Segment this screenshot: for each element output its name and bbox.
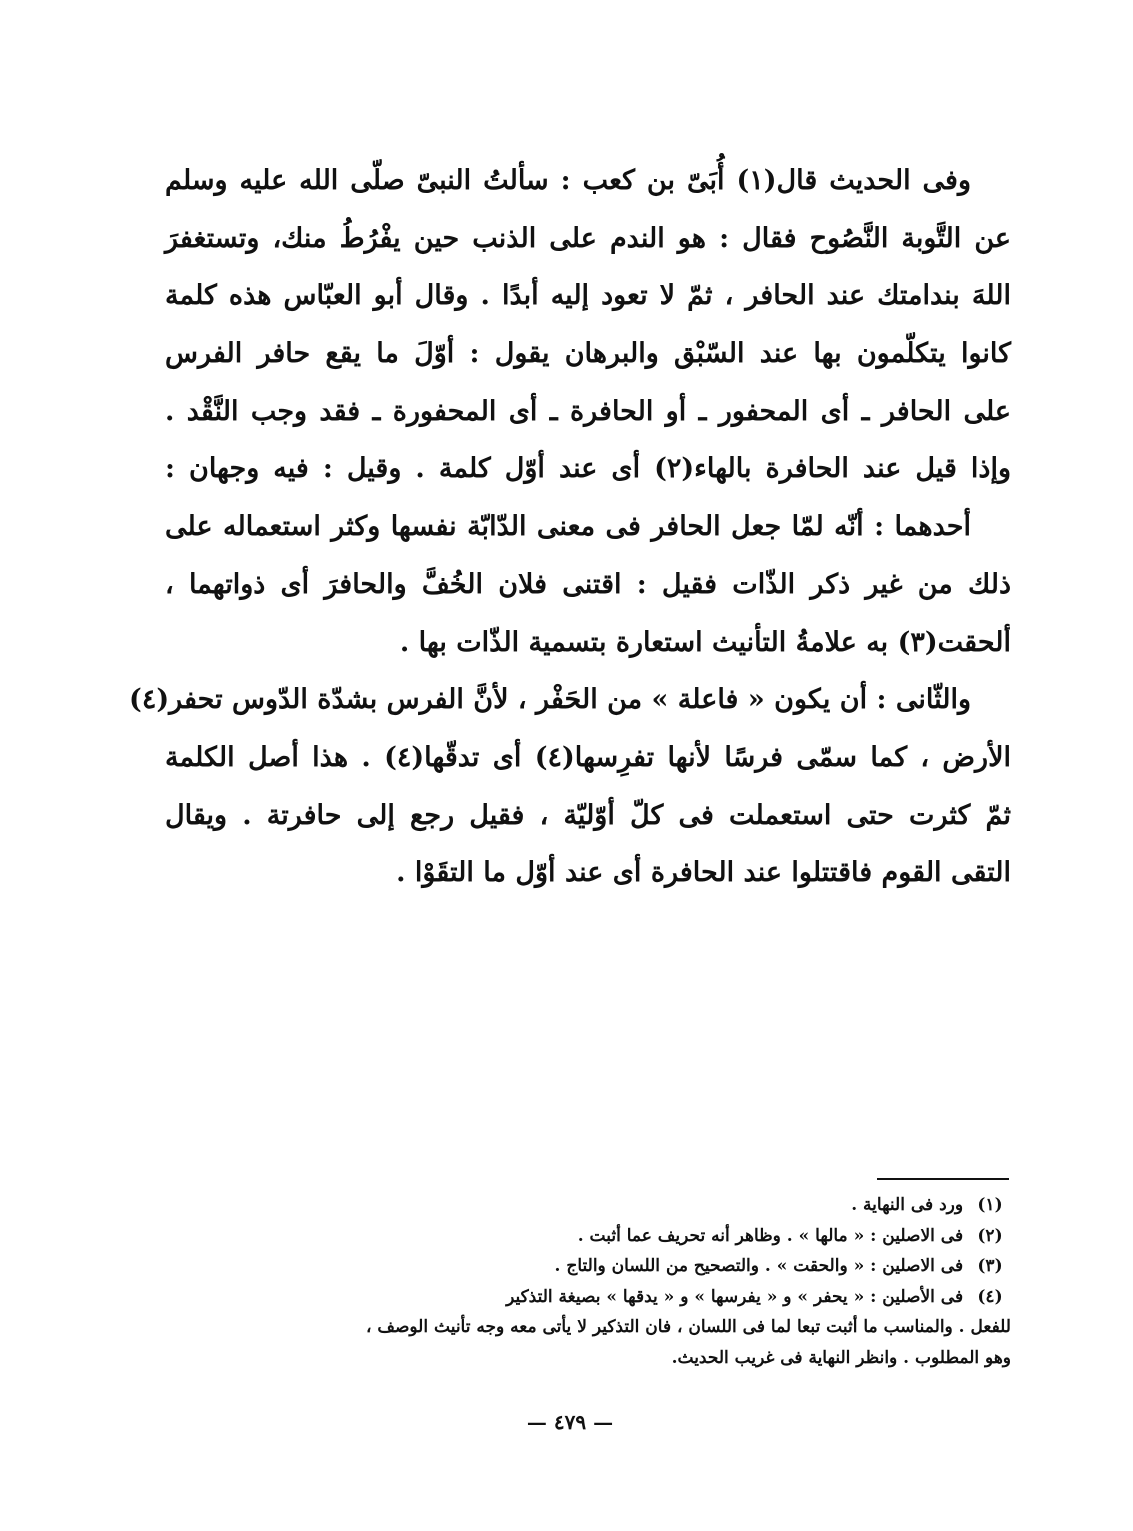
- footnote-number: (١): [977, 1195, 1003, 1215]
- text-line: عن التَّوبة النَّصُوح فقال : هو الندم على الذنب حين يفْرُطُ منك، وتستغفرَ: [165, 222, 1011, 254]
- footnote-3: [165, 1251, 1011, 1282]
- footnote-text: فى الاصلين : « مالها » . وظاهر أنه تحريف عما أثبت .: [577, 1225, 964, 1246]
- footnote-text: للفعل . والمناسب ما أثبت تبعا لما فى اللسان ، فان التذكير لا يأتى معه وجه تأنيث الوصف ،: [365, 1317, 1011, 1337]
- footnote-2: [165, 1221, 1011, 1252]
- text-line: كانوا يتكلّمون بها عند السّبْق والبرهان يقول : أوّلَ ما يقع حافر الفرس: [165, 338, 1011, 370]
- footnote-4-continued: [165, 1343, 1011, 1374]
- footnote-4-continued: [165, 1312, 1011, 1343]
- text-line: اللهَ بندامتك عند الحافر ، ثمّ لا تعود إليه أبدًا . وقال أبو العبّاس هذه كلمة: [165, 280, 1011, 312]
- footnote-text: فى الأصلين : « يحفر » و « يفرسها » و « يدقها » بصيغة التذكير: [506, 1286, 964, 1307]
- text-line: والثّانى : أن يكون « فاعلة » من الحَفْر ، لأنَّ الفرس بشدّة الدّوس تحفر(٤): [129, 684, 971, 716]
- text-line: ألحقت(٣) به علامةُ التأنيث استعارة بتسمية الذّات بها .: [399, 626, 1011, 658]
- footnote-number: (٤): [977, 1286, 1003, 1307]
- footnote-4: [165, 1282, 1011, 1313]
- page-number: — ٤٧٩ —: [526, 1410, 614, 1434]
- footnote-text: فى الاصلين : « والحقت » . والتصحيح من اللسان والتاج .: [554, 1256, 964, 1276]
- text-line: التقى القوم فاقتتلوا عند الحافرة أى عند أوّل ما التقَوْا .: [396, 857, 1011, 889]
- footnote-divider: [877, 1178, 1009, 1180]
- text-line: ذلك من غير ذكر الذّات فقيل : اقتنى فلان الخُفَّ والحافرَ أى ذواتهما ،: [165, 568, 1011, 600]
- main-text: [129, 152, 1011, 902]
- text-line: الأرض ، كما سمّى فرسًا لأنها تفرِسها(٤) أى تدقّها(٤) . هذا أصل الكلمة: [165, 741, 1011, 773]
- text-line: وفى الحديث قال(١) أُبَىّ بن كعب : سألتُ النبىّ صلّى الله عليه وسلم: [165, 165, 971, 196]
- footnote-text: ورد فى النهاية .: [851, 1195, 964, 1215]
- text-line: وإذا قيل عند الحافرة بالهاء(٢) أى عند أوّل كلمة . وقيل : فيه وجهان :: [165, 453, 1011, 485]
- text-line: ثمّ كثرت حتى استعملت فى كلّ أوّليّة ، فقيل رجع إلى حافرتة . ويقال: [165, 799, 1011, 831]
- footnote-text: وهو المطلوب . وانظر النهاية فى غريب الحديث.: [671, 1347, 1011, 1368]
- text-line: على الحافر ـ أى المحفور ـ أو الحافرة ـ أى المحفورة ـ فقد وجب النَّقْد .: [165, 395, 1011, 427]
- text-line: أحدهما : أنّه لمّا جعل الحافر فى معنى الدّابّة نفسها وكثر استعماله على: [165, 511, 971, 543]
- footnote-1: [165, 1190, 1011, 1221]
- footnotes: [165, 1190, 1011, 1373]
- footnote-number: (٣): [977, 1256, 1003, 1276]
- footnote-number: (٢): [977, 1225, 1003, 1246]
